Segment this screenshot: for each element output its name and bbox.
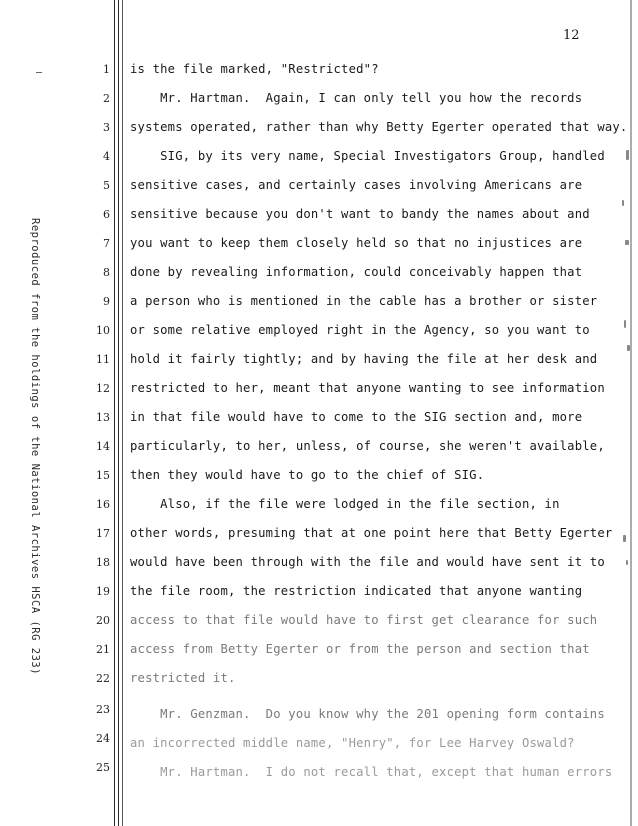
transcript-line: Also, if the file were lodged in the file section, in <box>130 497 560 511</box>
transcript-line: restricted to her, meant that anyone wanting to see information <box>130 381 605 395</box>
transcript-line: is the file marked, "Restricted"? <box>130 62 379 76</box>
line-number: 8 <box>103 266 110 279</box>
line-number: 10 <box>96 324 110 337</box>
page-number: 12 <box>563 28 580 43</box>
line-number: 7 <box>103 237 110 250</box>
line-number: 21 <box>96 643 110 656</box>
transcript-line: or some relative employed right in the Agency, so you want to <box>130 323 590 337</box>
line-number: 20 <box>96 614 110 627</box>
line-number: 4 <box>103 150 110 163</box>
line-number: 13 <box>96 411 110 424</box>
transcript-line: you want to keep them closely held so that no injustices are <box>130 236 583 250</box>
transcript-line: Mr. Hartman. I do not recall that, except that human errors <box>130 765 613 779</box>
line-number: 1 <box>103 63 110 76</box>
transcript-line: done by revealing information, could conceivably happen that <box>130 265 583 279</box>
line-number: 16 <box>96 498 110 511</box>
transcript-line: sensitive cases, and certainly cases involving Americans are <box>130 178 583 192</box>
transcript-line: particularly, to her, unless, of course, she weren't available, <box>130 439 605 453</box>
line-number: 6 <box>103 208 110 221</box>
transcript-line: the file room, the restriction indicated that anyone wanting <box>130 584 583 598</box>
line-number: 14 <box>96 440 110 453</box>
transcript-line: hold it fairly tightly; and by having the file at her desk and <box>130 352 598 366</box>
line-number: 19 <box>96 585 110 598</box>
transcript-line: Mr. Hartman. Again, I can only tell you how the records <box>130 91 583 105</box>
transcript-line: in that file would have to come to the SIG section and, more <box>130 410 583 424</box>
line-number: 24 <box>96 732 110 745</box>
transcript-line: access from Betty Egerter or from the person and section that <box>130 642 590 656</box>
line-number: 22 <box>96 672 110 685</box>
line-number: 9 <box>103 295 110 308</box>
line-number: 12 <box>96 382 110 395</box>
transcript-line: sensitive because you don't want to bandy the names about and <box>130 207 590 221</box>
transcript-line: a person who is mentioned in the cable has a brother or sister <box>130 294 598 308</box>
line-number: 17 <box>96 527 110 540</box>
line-number: 15 <box>96 469 110 482</box>
line-number: 2 <box>103 92 110 105</box>
line-number: 23 <box>96 703 110 716</box>
line-number: 3 <box>103 121 110 134</box>
transcript-line: would have been through with the file and would have sent it to <box>130 555 605 569</box>
transcript-line: SIG, by its very name, Special Investigators Group, handled <box>130 149 605 163</box>
line-number: 25 <box>96 761 110 774</box>
line-number: 18 <box>96 556 110 569</box>
transcript-line: systems operated, rather than why Betty Egerter operated that way. <box>130 120 628 134</box>
transcript-line: an incorrected middle name, "Henry", for Lee Harvey Oswald? <box>130 736 575 750</box>
transcript-line: restricted it. <box>130 671 236 685</box>
line-number: 11 <box>96 353 110 366</box>
transcript-line: access to that file would have to first get clearance for such <box>130 613 598 627</box>
transcript-line: Mr. Genzman. Do you know why the 201 opening form contains <box>130 707 605 721</box>
line-number: 5 <box>103 179 110 192</box>
transcript-line: then they would have to go to the chief of SIG. <box>130 468 485 482</box>
transcript-line: other words, presuming that at one point here that Betty Egerter <box>130 526 613 540</box>
archive-margin-note-text: Reproduced from the holdings of the National Archives HSCA (RG 233) <box>29 218 41 676</box>
